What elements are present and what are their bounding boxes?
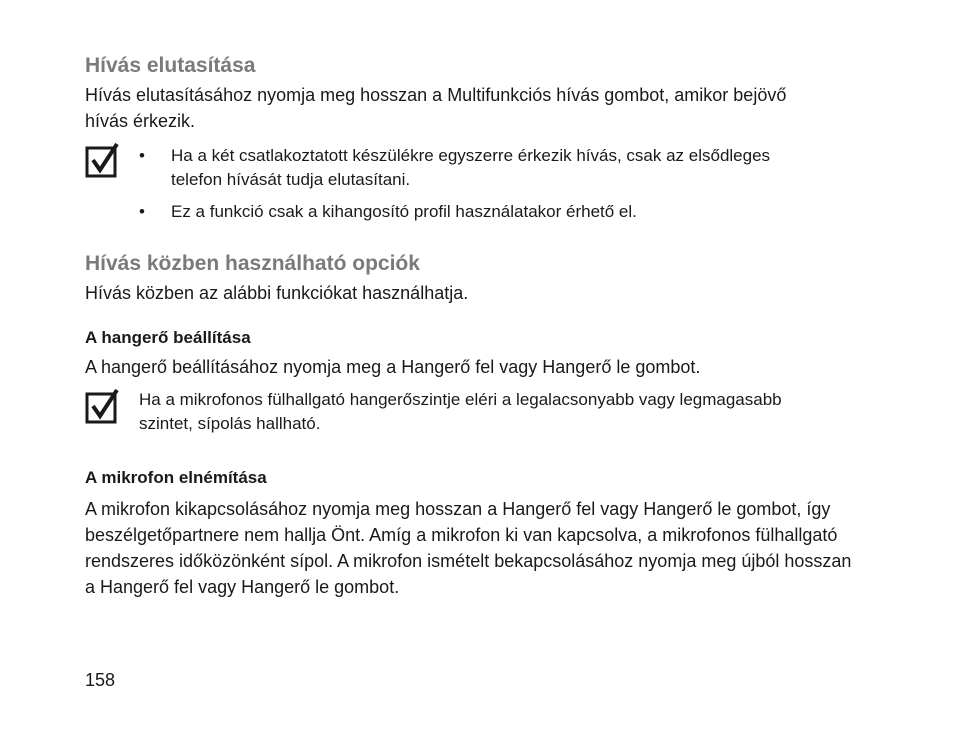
note-bullet-text: Ha a két csatlakoztatott készülékre egyszerre érkezik hívás, csak az elsődleges telefon hívását tudja elutasítani.: [171, 146, 771, 189]
note-bullet-item: [139, 200, 875, 224]
subsection-title-volume: A hangerő beállítása: [85, 328, 251, 347]
section-text-in-call-options: Hívás közben az alábbi funkciókat használhatja.: [85, 283, 469, 303]
page-number: 158: [85, 670, 116, 690]
subsection-title-mute: A mikrofon elnémítása: [85, 468, 267, 487]
note-bullet-text: Ez a funkció csak a kihangosító profil használatakor érhető el.: [171, 202, 637, 221]
document-page: [85, 52, 875, 600]
section-title-call-reject: Hívás elutasítása: [85, 54, 256, 77]
note-volume-text: Ha a mikrofonos fülhallgató hangerőszintje eléri a legalacsonyabb vagy legmagasabb szintet, sípolás hallható.: [139, 390, 782, 433]
note-volume: [85, 388, 875, 436]
section-text-call-reject: Hívás elutasításához nyomja meg hosszan a Multifunkciós hívás gombot, amikor bejövő hívás érkezik.: [85, 85, 787, 131]
section-title-in-call-options: Hívás közben használható opciók: [85, 252, 420, 275]
checkbox-check-icon: [85, 142, 121, 178]
bullet-dot: •: [139, 146, 145, 165]
subsection-text-volume: A hangerő beállításához nyomja meg a Hangerő fel vagy Hangerő le gombot.: [85, 357, 701, 377]
note-bullet-list: [85, 144, 875, 224]
bullet-dot: •: [139, 202, 145, 221]
checkbox-check-icon: [85, 388, 121, 424]
note-call-reject: [85, 144, 875, 224]
note-bullet-item: [139, 144, 783, 192]
subsection-text-mute: A mikrofon kikapcsolásához nyomja meg hosszan a Hangerő fel vagy Hangerő le gombot, így beszélgetőpartnere nem hallja Önt. Amíg a mikrofon ki van kapcsolva, a mikrofonos fülhallgató rendszeres időközönként sípol. A mikrofon ismételt bekapcsolásához nyomja meg újból hosszan a Hangerő fel vagy Hangerő le gombot.: [85, 499, 852, 597]
